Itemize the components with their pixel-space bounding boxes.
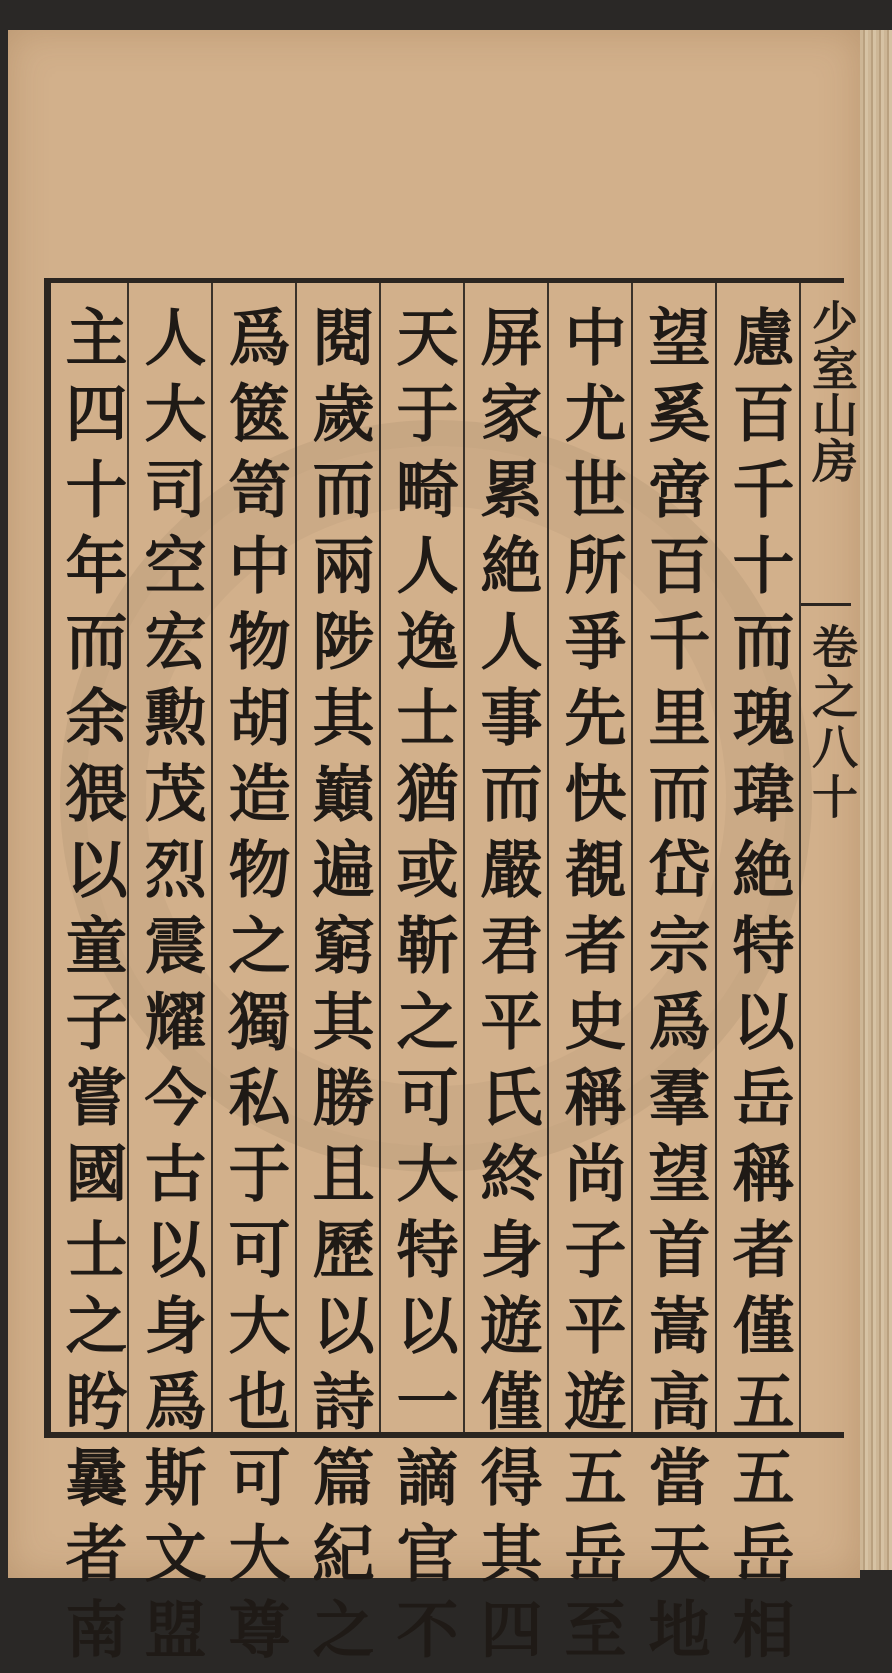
text-column-5 (379, 283, 463, 1673)
column-text: 屏家累絶人事而嚴君平氏終身遊僅得其四 (470, 305, 543, 1673)
volume-label: 卷之八十 (805, 623, 859, 823)
text-column-7 (211, 283, 295, 1673)
column-text: 人大司空宏勲茂烈震耀今古以身爲斯文盟 (134, 305, 207, 1673)
text-column-1 (715, 283, 799, 1673)
column-text: 爲篋笥中物胡造物之獨私于可大也可大尊 (218, 305, 291, 1673)
text-column-9 (49, 283, 133, 1673)
column-text: 中尤世所爭先快覩者史稱尚子平遊五岳至 (554, 305, 627, 1673)
text-column-4 (463, 283, 547, 1673)
column-text: 天于畸人逸士猶或靳之可大特以一謫官不 (386, 305, 459, 1673)
column-text: 望奚啻百千里而岱宗爲羣望首嵩高當天地 (638, 305, 711, 1673)
fishtail-divider (801, 603, 851, 606)
text-column-6 (295, 283, 379, 1673)
column-text: 慮百千十而瑰瑋絶特以岳稱者僅五五岳相 (722, 305, 795, 1673)
text-column-2 (631, 283, 715, 1673)
text-column-3 (547, 283, 631, 1673)
column-text: 主四十年而余猥以童子嘗國士之盻曩者南 (55, 305, 128, 1673)
text-column-8 (127, 283, 211, 1673)
center-fold-margin (799, 283, 859, 1432)
column-text: 閱歲而兩陟其巔遍窮其勝且歷以詩篇紀之 (302, 305, 375, 1673)
text-frame (44, 278, 859, 1673)
book-title: 少室山房 (805, 299, 859, 483)
page-edge-stack (860, 30, 892, 1570)
